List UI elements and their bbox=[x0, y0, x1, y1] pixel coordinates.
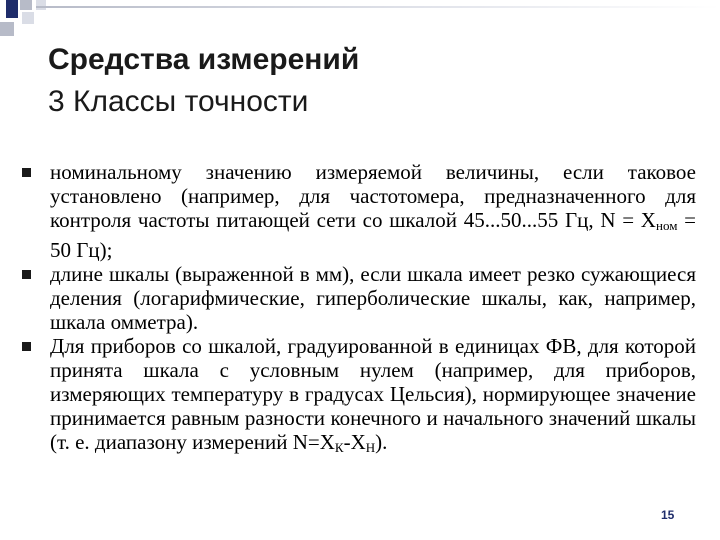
deco-square-icon bbox=[6, 0, 18, 18]
bullet-list bbox=[20, 160, 696, 460]
slide-subtitle: 3 Классы точности bbox=[48, 85, 309, 118]
list-item bbox=[20, 334, 696, 460]
bullet-text: = 50 Гц); bbox=[50, 208, 696, 262]
square-bullet-icon bbox=[22, 342, 31, 351]
subscript: Н bbox=[365, 440, 376, 455]
bullet-text: номинальному значению измеряемой величины, если таковое установлено (например, для частотомера, предназначенного для контроля частоты питающей сети со шкалой 45...50...55 Гц, N = X bbox=[50, 160, 696, 232]
bullet-text: ). bbox=[375, 430, 388, 454]
subscript: К bbox=[334, 440, 344, 455]
list-item bbox=[20, 262, 696, 334]
deco-square-icon bbox=[0, 22, 14, 36]
title-block bbox=[48, 42, 359, 120]
bullet-text: длине шкалы (выраженной в мм), если шкала имеет резко сужающиеся деления (логарифмические, гиперболические шкалы, как, например, шкала омметра). bbox=[50, 262, 696, 334]
square-bullet-icon bbox=[22, 168, 31, 177]
bullet-text: Для приборов со шкалой, градуированной в единицах ФВ, для которой принята шкала с условным нулем (например, для приборов, измеряющих температуру в градусах Цельсия), нормирующее значение принимается равным разности конечного и начального значений шкалы (т. е. диапазону измерений N=X bbox=[50, 334, 696, 454]
bullet-text: -X bbox=[343, 430, 366, 454]
page-number: 15 bbox=[661, 508, 675, 522]
slide-title: Средства измерений bbox=[48, 43, 360, 76]
deco-square-icon bbox=[36, 0, 46, 10]
list-item bbox=[20, 160, 696, 262]
subscript: ном bbox=[655, 218, 678, 233]
deco-square-icon bbox=[20, 0, 32, 10]
top-divider bbox=[36, 6, 720, 8]
square-bullet-icon bbox=[22, 270, 31, 279]
deco-square-icon bbox=[22, 12, 34, 24]
